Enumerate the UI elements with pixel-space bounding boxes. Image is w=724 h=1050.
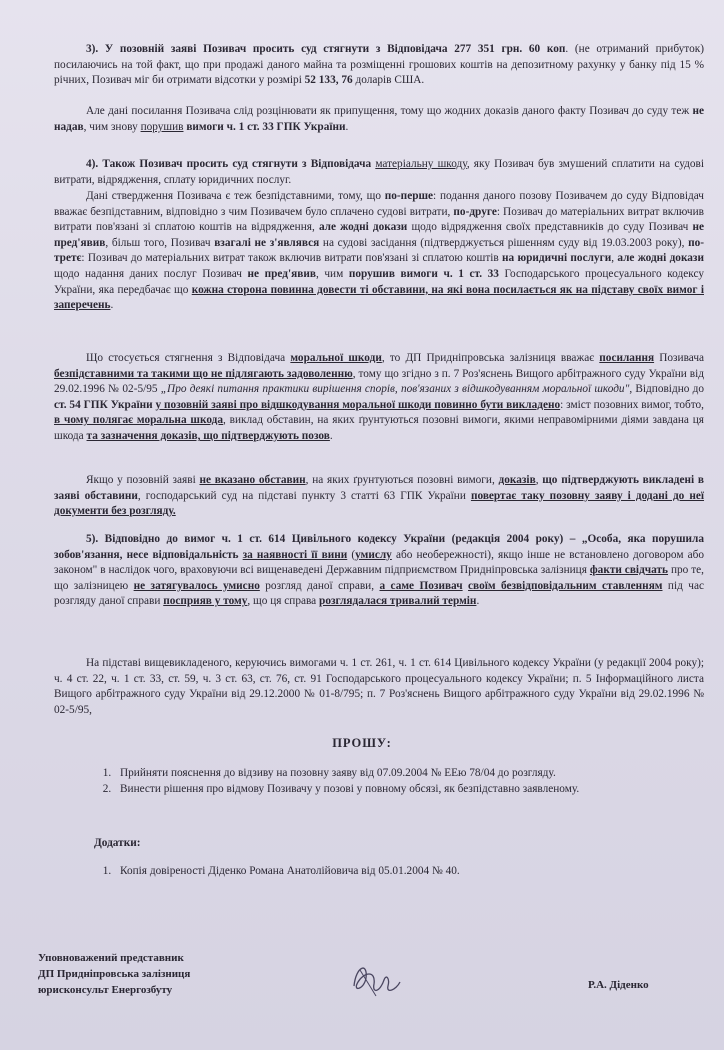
handwritten-signature <box>346 956 406 1002</box>
signatory-organization: ДП Придніпровська залізниця <box>38 968 191 980</box>
attachments-heading: Додатки: <box>94 837 141 849</box>
request-heading: ПРОШУ: <box>332 736 392 750</box>
paragraph-3: 3). У позовній заяві Позивач просить суд стягнути з Відповідача 277 351 грн. 60 коп. (не отриманий прибуток) посилаючись на той факт, що при продажі даного майна та розміщенні грошових коштів на депозитному рахунку у банку під 15 % річних, Позивач міг би отримати відсотки у розмірі 52 133, 76 доларів США. <box>54 43 704 87</box>
paragraph-moral-damage: Що стосується стягнення з Відповідача моральної шкоди, то ДП Придніпровська залізниця вважає посилання Позивача безпідставними та такими що не підлягають задоволенню, тому що згідно з п. 7 Роз'яснень Вищого арбітражного суду України від 29.02.1996 № 02-5/95 „Про деякі питання практики вирішення спорів, пов'язаних з відшкодуванням моральної шкоди", Відповідно до ст. 54 ГПК України у позовній заяві про відшкодування моральної шкоди повинно бути викладено: зміст позовних вимог, тобто, в чому полягає моральна шкода, виклад обставин, на яких ґрунтуються позовні вимоги, якими неправомірними діями завдана ця шкода та зазначення доказів, що підтверджують позов. <box>54 352 705 442</box>
attachment-item-1: 1. Копія довіреності Діденко Романа Анатолійовича від 05.01.2004 № 40. <box>114 864 724 880</box>
signatory-title: Уповноважений представник <box>38 952 184 964</box>
paragraph-3-continued: Але дані посилання Позивача слід розцінювати як припущення, тому що жодних доказів даного факту Позивач до суду теж не надав, чим знову порушив вимоги ч. 1 ст. 33 ГПК України. <box>54 105 704 133</box>
request-list <box>54 766 724 797</box>
signatory-name: Р.А. Діденко <box>588 979 649 991</box>
paragraph-return-claim: Якщо у позовній заяві не вказано обставин, на яких ґрунтуються позовні вимоги, доказів, що підтверджують викладені в заяві обставини, господарський суд на підставі пункту 3 статті 63 ГПК України повертає таку позовну заяву і додані до неї документи без розгляду. <box>54 474 705 518</box>
signatory-position: юрисконсульт Енергозбуту <box>38 984 173 996</box>
paragraph-4: 4). Також Позивач просить суд стягнути з Відповідача матеріальну шкоду, яку Позивач був змушений сплатити на судові витрати, відрядження, сплату юридичних послуг. <box>54 158 705 186</box>
attachments-list <box>54 864 724 880</box>
signatory-block <box>38 950 190 998</box>
paragraph-legal-basis: На підставі вищевикладеного, керуючись вимогами ч. 1 ст. 261, ч. 1 ст. 614 Цивільного кодексу України (у редакції 2004 року); ч. 4 ст. 22, ч. 1 ст. 33, ст. 59, ч. 3 ст. 63, ст. 76, ст. 91 Господарського процесуального кодексу України; п. 5 Інформаційного листа Вищого арбітражного суду України від 29.12.2000 № 01-8/795; п. 7 Роз'яснень Вищого арбітражного суду України від 29.02.1996 № 02-5/95, <box>54 657 704 716</box>
paragraph-4-details: Дані ствердження Позивача є теж безпідставними, тому, що по-перше: подання даного позову Позивачем до суду Відповідач вважає безпідставним, відповідно з чим Позивачем було сплачено судові витрати, по-друге: Позивач до матеріальних витрат включив витрати пов'язані зі сплатою коштів на відрядження, але жодні докази щодо відрядження своїх представників до суду Позивач не пред'явив, більш того, Позивач взагалі не з'являвся на судові засідання (підтверджується рішенням суду від 19.03.2003 року), по-третє: Позивач до матеріальних витрат також включив витрати пов'язані зі сплатою коштів на юридичні послуги, але жодні докази щодо надання даних послуг Позивач не пред'явив, чим порушив вимоги ч. 1 ст. 33 Господарського процесуального кодексу України, яка передбачає що кожна сторона повинна довести ті обставини, на які вона посилається як на підставу своїх вимог і заперечень. <box>54 190 705 312</box>
request-item-1: 1. Прийняти пояснення до відзиву на позовну заяву від 07.09.2004 № ЕЕю 78/04 до розгляду. <box>114 766 724 782</box>
request-item-2: 2. Винести рішення про відмову Позивачу у позові у повному обсязі, як безпідставно заявленому. <box>114 782 724 798</box>
paragraph-5: 5). Відповідно до вимог ч. 1 ст. 614 Цивільного кодексу України (редакція 2004 року) – „Особа, яка порушила зобов'язання, несе відповідальність за наявності її вини (умислу або необережності), якщо інше не встановлено договором або законом" в наслідок чого, враховуючи всі вищенаведені Державним підприємством Придніпровська залізниця факти свідчать про те, що залізницею не затягувалось умисно розгляд даної справи, а саме Позивач своїм безвідповідальним ставленням під час розгляду даної справи посприяв у тому, що ця справа розглядалася тривалий термін. <box>54 533 705 608</box>
